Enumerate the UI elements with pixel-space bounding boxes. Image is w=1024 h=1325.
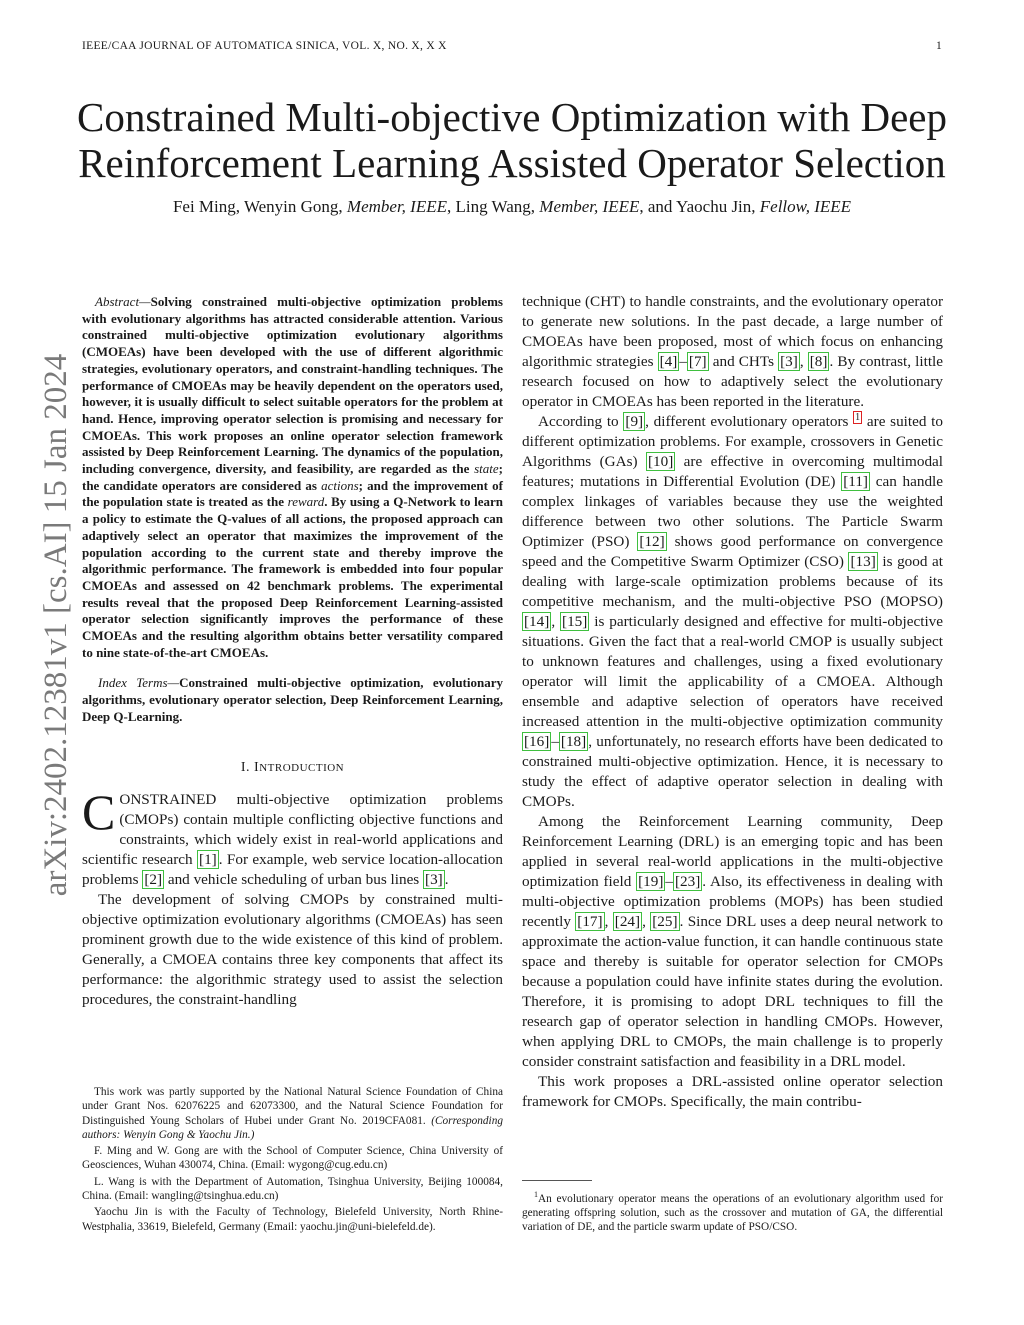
body-text: are effective in overcoming multimodal features; mutations in Differential Evolution (DE) [522,453,943,490]
operator-footnote [522,1188,943,1235]
citation-link[interactable]: [25] [652,913,678,930]
footnote-text: An evolutionary operator means the operations of an evolutionary algorithm used for generating offspring solution, such as the crossover and mutation of GA, the differential variation of DE, and the particle swarm update of PSO/CSO. [522,1192,943,1234]
body-text: . Also, its effectiveness in dealing with multi-objective optimization problems (MOPs) has been studied recently [522,873,943,930]
footnote-corresponding-authors: (Corresponding authors: Wenyin Gong & Yaochu Jin.) [82,1114,503,1141]
affiliation-footnote: Yaochu Jin is with the Faculty of Technology, Bielefeld University, North Rhine-Westphalia, 33619, Bielefeld, Germany (Email: yaochu.jin@uni-bielefeld.de). [82,1206,503,1233]
index-terms [82,675,503,725]
citation-link[interactable]: [7] [688,353,707,370]
footnote-text: This work was partly supported by the National Natural Science Foundation of China under Grant Nos. 62076225 and 62073300, and the Natural Science Foundation for Distinguished Young Scholars of Hubei under Grant No. 2019CFA081. [82,1086,503,1127]
body-text: Among the Reinforcement Learning community, Deep Reinforcement Learning (DRL) is an emerging topic and has been applied in several real-world applications in the multi-objective optimization field [522,813,943,890]
body-text: – [679,353,687,370]
citation-link[interactable]: [2] [144,870,163,888]
right-paragraph-4: This work proposes a DRL-assisted online operator selection framework for CMOPs. Specifically, the main contribu- [522,1073,943,1110]
title-line-2: Reinforcement Learning Assisted Operator Selection [78,140,946,186]
affiliation-footnote: L. Wang is with the Department of Automation, Tsinghua University, Beijing 100084, China. (Email: wangling@tsinghua.edu.cn) [82,1175,503,1203]
abstract-text: ; the candidate operators are considered as [82,461,503,493]
citation-link[interactable]: [19] [638,873,664,890]
footnote-divider [522,1180,592,1181]
body-text: , [551,613,561,630]
body-text: , [642,913,651,930]
abstract-term-actions: actions [321,477,359,493]
body-text: and CHTs [708,353,779,370]
body-text: According to [538,413,624,430]
body-text: . Since DRL uses a deep neural network to approximate the action-value function, it can handle continuous state space and thereby is suitable for operator selection for CMOPs because a population could have infinite states during the evolution. Therefore, it is promising to adopt DRL techniques to fill the research gap of operator selection in handling CMOPs. However, when applying DRL to CMOPs, the main challenge is to properly consider constraint satisfaction and feasibility in a DRL model. [522,913,943,1070]
body-text: – [665,873,673,890]
footnote-link[interactable]: 1 [855,411,861,423]
running-header: IEEE/CAA JOURNAL OF AUTOMATICA SINICA, VOL. X, NO. X, X X [82,40,447,52]
body-text: , unfortunately, no research efforts have been dedicated to constrained multi-objective optimization. Hence, it is necessary to study the effect of adaptive operator selection in dealing with CMOPs. [522,733,943,810]
page-number: 1 [936,40,942,52]
citation-link[interactable]: [15] [562,613,588,630]
index-terms-text: Constrained multi-objective optimization, evolutionary algorithms, evolutionary operator selection, Deep Reinforcement Learning, Deep Q-Learning. [82,675,503,724]
body-text: ONSTRAINED multi-objective optimization problems (CMOPs) contain multiple conflicting objective functions and constraints, which widely exist in real-world applications and scientific research [82,790,503,868]
abstract-term-reward: reward [287,494,325,510]
citation-link[interactable]: [11] [843,473,868,490]
drop-cap: C [82,783,116,840]
body-text: , different evolutionary operators [645,413,854,430]
body-text: . For example, web service location-allocation problems [82,850,503,888]
right-paragraph-1 [522,292,943,412]
citation-link[interactable]: [1] [199,850,217,868]
citation-link[interactable]: [3] [780,353,798,370]
title-line-1: Constrained Multi-objective Optimization with Deep [77,94,947,140]
right-paragraph-3 [522,812,943,1072]
intro-paragraph-1 [82,783,503,890]
body-text: can handle complex linkages of variables because they use the weighted difference between two other solutions. The Particle Swarm Optimizer (PSO) [522,473,944,550]
body-text: are suited to different optimization problems. For example, crossovers in Genetic Algorithms (GAs) [522,413,944,470]
citation-link[interactable]: [10] [647,453,674,470]
citation-link[interactable]: [13] [850,553,876,570]
citation-link[interactable]: [24] [614,913,641,930]
paper-title [60,94,964,186]
intro-paragraph-2: The development of solving CMOPs by constrained multi-objective optimization evolutionary algorithms (CMOEAs) has seen prominent growth due to the wide existence of this kind of problem. Generally, a CMOEA contains three key components that affect its performance: the algorithmic strategy used to assist the selection procedures, the constraint-handling [82,890,503,1008]
affiliation-footnote: F. Ming and W. Gong are with the School of Computer Science, China University of Geosciences, Wuhan 430074, China. (Email: wygong@cug.edu.cn) [82,1145,503,1172]
abstract-term-state: state [474,461,499,477]
section-heading-introduction [82,760,503,776]
right-column [522,292,943,1112]
body-text: . [444,870,449,888]
abstract [82,294,503,661]
abstract-label: Abstract— [95,294,151,309]
body-text: . By contrast, little research focused on how to adaptively select the evolutionary operator in CMOEAs has been reported in the literature. [522,353,944,410]
body-text: shows good performance on convergence speed and the Competitive Swarm Optimizer (CSO) [522,533,943,570]
author-membership: Fellow, IEEE [759,197,852,216]
body-text: , [604,913,613,930]
author-list [60,197,964,217]
citation-link[interactable]: [23] [674,873,701,890]
body-text: and vehicle scheduling of urban bus lines [164,870,424,888]
abstract-text: Solving constrained multi-objective optimization problems with evolutionary algorithms has attracted considerable attention. Various constrained multi-objective optimization evolutionary algorithms (CMOEAs) have been developed with the use of different algorithmic strategies, evolutionary operators, and constraint-handling techniques. The performance of CMOEAs may be heavily dependent on the operators used, however, it is usually difficult to select suitable operators for the problem at hand. Hence, improving operator selection is promising and necessary for CMOEAs. This work proposes an online operator selection framework assisted by Deep Reinforcement Learning. The dynamics of the population, including convergence, diversity, and feasibility, are regarded as the [82,294,503,477]
arxiv-stamp[interactable]: arXiv:2402.12381v1 [cs.AI] 15 Jan 2024 [38,353,74,897]
right-paragraph-2 [522,412,943,812]
author-membership: Member, IEEE [539,197,640,216]
body-text: – [551,733,559,750]
abstract-text: . By using a Q-Network to learn a policy to estimate the Q-values of all actions, the proposed approach can adaptively select an operator that maximizes the improvement of the population according to the current state and thereby improve the algorithmic performance. The framework is embedded into four popular CMOEAs and assessed on 42 benchmark problems. The experimental results reveal that the proposed Deep Reinforcement Learning-assisted operator selection significantly improves the performance of these CMOEAs and the resulting algorithm obtains better versatility compared to nine state-of-the-art CMOEAs. [82,494,503,660]
author-membership: Member, IEEE [346,197,447,216]
author-text: , and Yaochu Jin, [639,197,760,216]
body-text: is good at dealing with large-scale optimization problems because of its competitive mechanism, and the multi-objective PSO (MOPSO) [522,553,944,610]
section-numeral: I. [240,759,255,775]
author-text: Fei Ming, Wenyin Gong, [172,197,347,216]
footnote-mark: 1 [534,1190,538,1199]
citation-link[interactable]: [17] [577,913,603,930]
citation-link[interactable]: [8] [809,353,828,370]
citation-link[interactable]: [14] [524,613,550,630]
index-terms-label: Index Terms— [98,675,180,691]
abstract-text: ; and the improvement of the population state is treated as the [82,477,503,510]
body-text: technique (CHT) to handle constraints, and the evolutionary operator to generate new solutions. In the past decade, a large number of CMOEAs have been proposed, most of which focus on enhancing algorithmic strategies [522,293,943,370]
section-title-rest: NTRODUCTION [259,761,345,774]
citation-link[interactable]: [9] [625,413,644,430]
left-footnotes [82,1085,503,1236]
section-title-initial: I [254,759,260,775]
left-column [82,294,503,1010]
citation-link[interactable]: [12] [639,533,665,550]
body-text: is particularly designed and effective for multi-objective situations. Given the fact that a real-world CMOP is usually subject to unknown features and challenges, using a fixed evolutionary operator will limit the applicability of a CMOEA. Although ensemble and adaptive selection of operators have received increased attention in the multi-objective optimization community [522,613,944,730]
citation-link[interactable]: [18] [560,733,587,750]
body-text: , [799,353,808,370]
funding-footnote [82,1085,503,1142]
citation-link[interactable]: [4] [659,353,678,370]
author-text: , Ling Wang, [447,197,540,216]
citation-link[interactable]: [3] [425,870,443,888]
citation-link[interactable]: [16] [524,733,550,750]
